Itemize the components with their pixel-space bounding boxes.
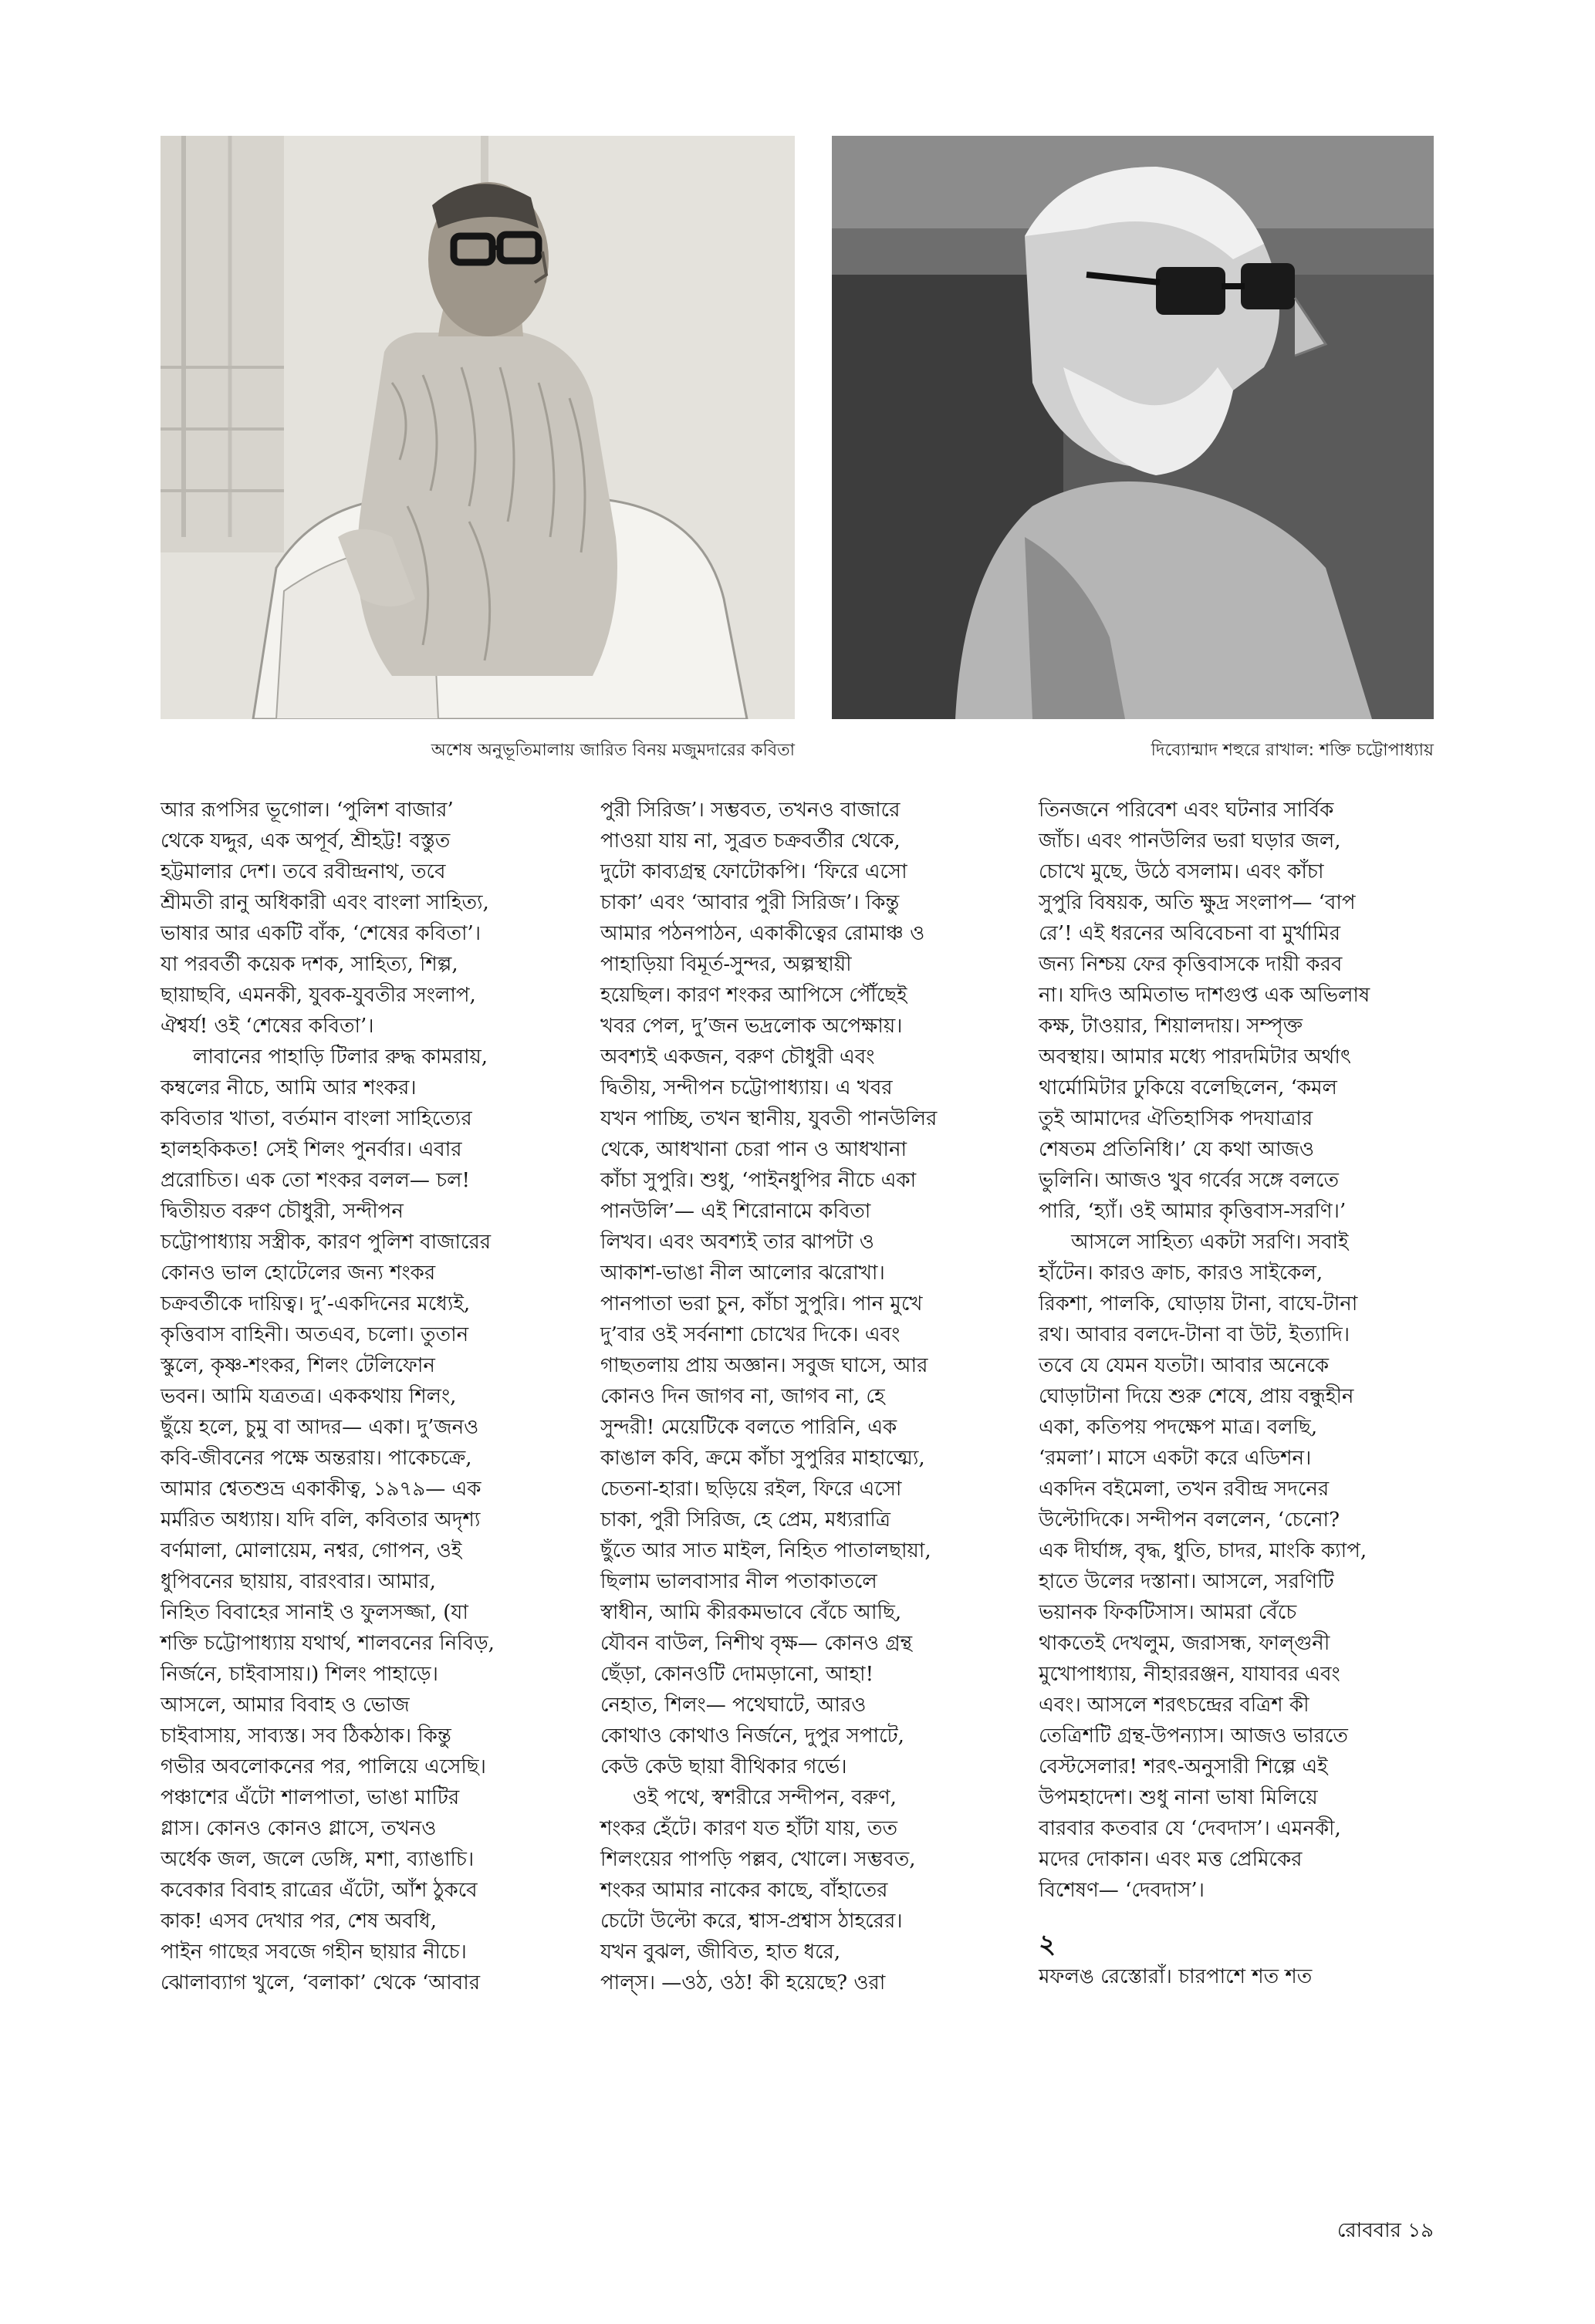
- text-line: কেউ কেউ ছায়া বীথিকার গর্ভে।: [600, 1755, 847, 1778]
- text-line: সুপুরি বিষয়ক, অতি ক্ষুদ্র সংলাপ— ‘বাপ: [1039, 891, 1356, 914]
- text-line: শক্তি চট্টোপাধ্যায় যথার্থ, শালবনের নিবিড়,: [161, 1632, 495, 1655]
- photo-binoy-majumdar: [161, 136, 795, 719]
- text-line: রে’! এই ধরনের অবিবেচনা বা মুর্খামির: [1039, 922, 1341, 945]
- text-line: অর্ধেক জল, জলে ডেঙ্গি, মশা, ব্যাঙাচি।: [161, 1848, 475, 1871]
- text-line: পানউলি’— এই শিরোনামে কবিতা: [600, 1200, 871, 1223]
- section-number: ২: [1039, 1929, 1056, 1960]
- text-line: বারবার কতবার যে ‘দেবদাস’। এমনকী,: [1039, 1817, 1341, 1840]
- text-line: ভুলিনি। আজও খুব গর্বের সঙ্গে বলতে: [1039, 1169, 1339, 1192]
- portrait-photo-right: [832, 136, 1434, 719]
- text-line: স্বাধীন, আমি কীরকমভাবে বেঁচে আছি,: [600, 1601, 902, 1624]
- text-line: রথ। আবার বলদে-টানা বা উট, ইত্যাদি।: [1039, 1323, 1350, 1346]
- text-line: পাহাড়িয়া বিমূর্ত-সুন্দর, অল্পস্থায়ী: [600, 953, 852, 976]
- text-line: খবর পেল, দু’জন ভদ্রলোক অপেক্ষায়।: [600, 1015, 903, 1038]
- text-line: ভয়ানক ফিকটিসাস। আমরা বেঁচে: [1039, 1601, 1297, 1624]
- text-line: তেত্রিশটি গ্রন্থ-উপন্যাস। আজও ভারতে: [1039, 1724, 1348, 1748]
- text-line: গ্লাস। কোনও কোনও গ্লাসে, তখনও: [161, 1817, 437, 1840]
- text-line: হয়েছিল। কারণ শংকর আপিসে পৌঁছেই: [600, 984, 907, 1007]
- text-line: চাইবাসায়, সাব্যস্ত। সব ঠিকঠাক। কিন্তু: [161, 1724, 451, 1748]
- text-line: জাঁচ। এবং পানউলির ভরা ঘড়ার জল,: [1039, 829, 1341, 853]
- text-line: শংকর আমার নাকের কাছে, বাঁহাতের: [600, 1879, 888, 1902]
- text-line: একদিন বইমেলা, তখন রবীন্দ্র সদনের: [1039, 1478, 1330, 1501]
- text-line: হাঁটেন। কারও ক্রাচ, কারও সাইকেল,: [1039, 1262, 1323, 1285]
- text-line: থাকতেই দেখলুম, জরাসন্ধ, ফাল্গুনী: [1039, 1632, 1330, 1655]
- text-line: কাঁচা সুপুরি। শুধু, ‘পাইনধুপির নীচে একা: [600, 1169, 917, 1192]
- text-line: পাল্‌স। —ওঠ, ওঠ! কী হয়েছে? ওরা: [600, 1971, 886, 1995]
- text-line: শিলংয়ের পাপড়ি পল্লব, খোলে। সম্ভবত,: [600, 1848, 916, 1871]
- text-line: জন্য নিশ্চয় ফের কৃত্তিবাসকে দায়ী করব: [1039, 953, 1343, 976]
- text-line: না। যদিও অমিতাভ দাশগুপ্ত এক অভিলাষ: [1039, 984, 1370, 1007]
- text-line: গভীর অবলোকনের পর, পালিয়ে এসেছি।: [161, 1755, 486, 1778]
- text-line: যা পরবর্তী কয়েক দশক, সাহিত্য, শিল্প,: [161, 953, 458, 976]
- text-line: হাতে উলের দস্তানা। আসলে, সরণিটি: [1039, 1570, 1334, 1593]
- text-line: পাওয়া যায় না, সুব্রত চক্রবর্তীর থেকে,: [600, 829, 901, 853]
- text-line: অবশ্যই একজন, বরুণ চৌধুরী এবং: [600, 1045, 875, 1069]
- text-line: এবং। আসলে শরৎচন্দ্রের বত্রিশ কী: [1039, 1694, 1309, 1717]
- text-line: ওই পথে, স্বশরীরে সন্দীপন, বরুণ,: [633, 1786, 897, 1809]
- text-line: চোখে মুছে, উঠে বসলাম। এবং কাঁচা: [1039, 860, 1324, 883]
- text-line: ধুপিবনের ছায়ায়, বারংবার। আমার,: [161, 1570, 436, 1593]
- text-line: দুটো কাব্যগ্রন্থ ফোটোকপি। ‘ফিরে এসো: [600, 860, 907, 883]
- text-line: কোথাও কোথাও নির্জনে, দুপুর সপাটে,: [600, 1724, 904, 1748]
- text-line: ভাষার আর একটি বাঁক, ‘শেষের কবিতা’।: [161, 922, 482, 945]
- text-line: তুই আমাদের ঐতিহাসিক পদযাত্রার: [1039, 1107, 1313, 1130]
- text-line: শেষতম প্রতিনিধি।’ যে কথা আজও: [1039, 1138, 1314, 1161]
- text-line: চেতনা-হারা। ছড়িয়ে রইল, ফিরে এসো: [600, 1478, 902, 1501]
- text-line: লাবানের পাহাড়ি টিলার রুদ্ধ কামরায়,: [193, 1045, 488, 1069]
- text-line: পুরী সিরিজ’। সম্ভবত, তখনও বাজারে: [600, 799, 901, 822]
- text-line: রিকশা, পালকি, ঘোড়ায় টানা, বাঘে-টানা: [1039, 1292, 1358, 1316]
- text-line: আর রূপসির ভূগোল। ‘পুলিশ বাজার’: [161, 799, 454, 822]
- text-line: হট্টমালার দেশ। তবে রবীন্দ্রনাথ, তবে: [161, 860, 446, 883]
- text-line: তিনজনে পরিবেশ এবং ঘটনার সার্বিক: [1039, 799, 1334, 822]
- text-line: কবিতার খাতা, বর্তমান বাংলা সাহিত্যের: [161, 1107, 472, 1130]
- text-line: ছুঁতে আর সাত মাইল, নিহিত পাতালছায়া,: [600, 1539, 931, 1562]
- text-line: অবস্থায়। আমার মধ্যে পারদমিটার অর্থাৎ: [1039, 1045, 1351, 1069]
- text-line: কবেকার বিবাহ রাত্রের এঁটো, আঁশ ঠুকবে: [161, 1879, 478, 1902]
- text-line: যখন পাচ্ছি, তখন স্থানীয়, যুবতী পানউলির: [600, 1107, 938, 1130]
- text-line: ছুঁয়ে হলে, চুমু বা আদর— একা। দু’জনও: [161, 1416, 479, 1439]
- text-line: সুন্দরী! মেয়েটিকে বলতে পারিনি, এক: [600, 1416, 897, 1439]
- text-line: যখন বুঝল, জীবিত, হাত ধরে,: [600, 1941, 841, 1964]
- portrait-photo-left: [161, 136, 795, 719]
- text-line: চেটো উল্টো করে, শ্বাস-প্রশ্বাস ঠাহরের।: [600, 1910, 903, 1933]
- text-line: প্ররোচিত। এক তো শংকর বলল— চল!: [161, 1169, 470, 1192]
- text-line: ভবন। আমি যত্রতত্র। এককথায় শিলং,: [161, 1385, 457, 1408]
- text-line: ‘রমলা’। মাসে একটা করে এডিশন।: [1039, 1447, 1312, 1470]
- text-line: বেস্টসেলার! শরৎ-অনুসারী শিল্পে এই: [1039, 1755, 1328, 1778]
- text-line: আমার শ্বেতশুভ্র একাকীত্ব, ১৯৭৯— এক: [161, 1478, 482, 1501]
- text-line: ঐশ্বর্য! ওই ‘শেষের কবিতা’।: [161, 1015, 374, 1038]
- text-line: নির্জনে, চাইবাসায়।) শিলং পাহাড়ে।: [161, 1663, 438, 1686]
- text-line: থেকে যদ্দুর, এক অপূর্ব, শ্রীহট্ট! বস্তুত: [161, 829, 451, 853]
- text-line: পাইন গাছের সবজে গহীন ছায়ার নীচে।: [161, 1941, 467, 1964]
- photo-caption-left: অশেষ অনুভূতিমালায় জারিত বিনয় মজুমদারের কবিতা: [431, 741, 795, 760]
- text-line: ঘোড়াটানা দিয়ে শুরু শেষে, প্রায় বন্ধুহীন: [1039, 1385, 1354, 1408]
- text-line: কোনও ভাল হোটেলের জন্য শংকর: [161, 1262, 436, 1285]
- text-column-2: [600, 795, 1009, 1998]
- text-line: দ্বিতীয়, সন্দীপন চট্টোপাধ্যায়। এ খবর: [600, 1076, 893, 1100]
- text-line: ছিলাম ভালবাসার নীল পতাকাতলে: [600, 1570, 877, 1593]
- text-line: আসলে, আমার বিবাহ ও ভোজ: [161, 1694, 410, 1717]
- text-line: মদের দোকান। এবং মত্ত প্রেমিকের: [1039, 1848, 1303, 1871]
- text-line: মফলঙ রেস্তোরাঁ। চারপাশে শত শত: [1039, 1965, 1313, 1988]
- text-line: কৃত্তিবাস বাহিনী। অতএব, চলো। তুতান: [161, 1323, 469, 1346]
- text-line: উপমহাদেশ। শুধু নানা ভাষা মিলিয়ে: [1039, 1786, 1318, 1809]
- text-line: কবি-জীবনের পক্ষে অন্তরায়। পাকেচক্রে,: [161, 1447, 472, 1470]
- text-line: আসলে সাহিত্য একটা সরণি। সবাই: [1071, 1231, 1349, 1254]
- text-line: বর্ণমালা, মোলায়েম, নশ্বর, গোপন, ওই: [161, 1539, 462, 1562]
- text-line: মর্মরিত অধ্যায়। যদি বলি, কবিতার অদৃশ্য: [161, 1508, 481, 1532]
- text-line: পঞ্চাশের এঁটো শালপাতা, ভাঙা মাটির: [161, 1786, 460, 1809]
- text-column-1: [161, 795, 569, 1998]
- text-line: লিখব। এবং অবশ্যই তার ঝাপটা ও: [600, 1231, 874, 1254]
- text-line: বিশেষণ— ‘দেবদাস’।: [1039, 1879, 1205, 1902]
- text-line: আমার পঠনপাঠন, একাকীত্বের রোমাঞ্চ ও: [600, 922, 925, 945]
- text-line: নিহিত বিবাহের সানাই ও ফুলসজ্জা, (যা: [161, 1601, 468, 1624]
- text-line: তবে যে যেমন যতটা। আবার অনেকে: [1039, 1354, 1330, 1377]
- text-line: কক্ষ, টাওয়ার, শিয়ালদায়। সম্পৃক্ত: [1039, 1015, 1303, 1038]
- text-line: চক্রবর্তীকে দায়িত্ব। দু’-একদিনের মধ্যেই,: [161, 1292, 471, 1316]
- text-line: শংকর হেঁটে। কারণ যত হাঁটা যায়, তত: [600, 1817, 898, 1840]
- text-line: চাকা’ এবং ‘আবার পুরী সিরিজ’। কিন্তু: [600, 891, 900, 914]
- text-line: শ্রীমতী রানু অধিকারী এবং বাংলা সাহিত্য,: [161, 891, 489, 914]
- text-line: নেহাত, শিলং— পথেঘাটে, আরও: [600, 1694, 867, 1717]
- text-line: উল্টোদিকে। সন্দীপন বললেন, ‘চেনো?: [1039, 1508, 1340, 1532]
- text-line: কাঙাল কবি, ক্রমে কাঁচা সুপুরির মাহাত্ম্যে,: [600, 1447, 925, 1470]
- text-line: এক দীর্ঘাঙ্গ, বৃদ্ধ, ধুতি, চাদর, মাংকি ক্যাপ,: [1039, 1539, 1367, 1562]
- text-line: মুখোপাধ্যায়, নীহাররঞ্জন, যাযাবর এবং: [1039, 1663, 1340, 1686]
- photo-caption-right: দিব্যোন্মাদ শহুরে রাখাল: শক্তি চট্টোপাধ্যায়: [1151, 741, 1434, 760]
- text-line: যৌবন বাউল, নিশীথ বৃক্ষ— কোনও গ্রন্থ: [600, 1632, 913, 1655]
- text-line: কোনও দিন জাগব না, জাগব না, হে: [600, 1385, 885, 1408]
- text-line: চট্টোপাধ্যায় সস্ত্রীক, কারণ পুলিশ বাজারের: [161, 1231, 492, 1254]
- text-line: হালহকিকত! সেই শিলং পুনর্বার। এবার: [161, 1138, 462, 1161]
- text-line: আকাশ-ভাঙা নীল আলোর ঝরোখা।: [600, 1262, 885, 1285]
- text-line: কম্বলের নীচে, আমি আর শংকর।: [161, 1076, 417, 1100]
- text-line: দু’বার ওই সর্বনাশা চোখের দিকে। এবং: [600, 1323, 901, 1346]
- text-line: চাকা, পুরী সিরিজ, হে প্রেম, মধ্যরাত্রি: [600, 1508, 890, 1532]
- text-line: গাছতলায় প্রায় অজ্ঞান। সবুজ ঘাসে, আর: [600, 1354, 928, 1377]
- text-line: থেকে, আধখানা চেরা পান ও আধখানা: [600, 1138, 907, 1161]
- text-column-3: [1039, 795, 1440, 1992]
- text-line: দ্বিতীয়ত বরুণ চৌধুরী, সন্দীপন: [161, 1200, 404, 1223]
- text-line: পানপাতা ভরা চুন, কাঁচা সুপুরি। পান মুখে: [600, 1292, 923, 1316]
- photo-shakti-chattopadhyay: [832, 136, 1434, 719]
- text-line: থার্মোমিটার ঢুকিয়ে বলেছিলেন, ‘কমল: [1039, 1076, 1337, 1100]
- text-line: ছায়াছবি, এমনকী, যুবক-যুবতীর সংলাপ,: [161, 984, 476, 1007]
- text-line: ঝোলাব্যাগ খুলে, ‘বলাকা’ থেকে ‘আবার: [161, 1971, 481, 1995]
- text-line: একা, কতিপয় পদক্ষেপ মাত্র। বলছি,: [1039, 1416, 1318, 1439]
- text-line: পারি, ‘হ্যাঁ। ওই আমার কৃত্তিবাস-সরণি।’: [1039, 1200, 1347, 1223]
- text-line: কাক! এসব দেখার পর, শেষ অবধি,: [161, 1910, 437, 1933]
- text-line: ছেঁড়া, কোনওটি দোমড়ানো, আহা!: [600, 1663, 874, 1686]
- text-line: স্কুলে, কৃষ্ণ-শংকর, শিলং টেলিফোন: [161, 1354, 435, 1377]
- page-footer: রোববার ১৯: [1336, 2219, 1434, 2242]
